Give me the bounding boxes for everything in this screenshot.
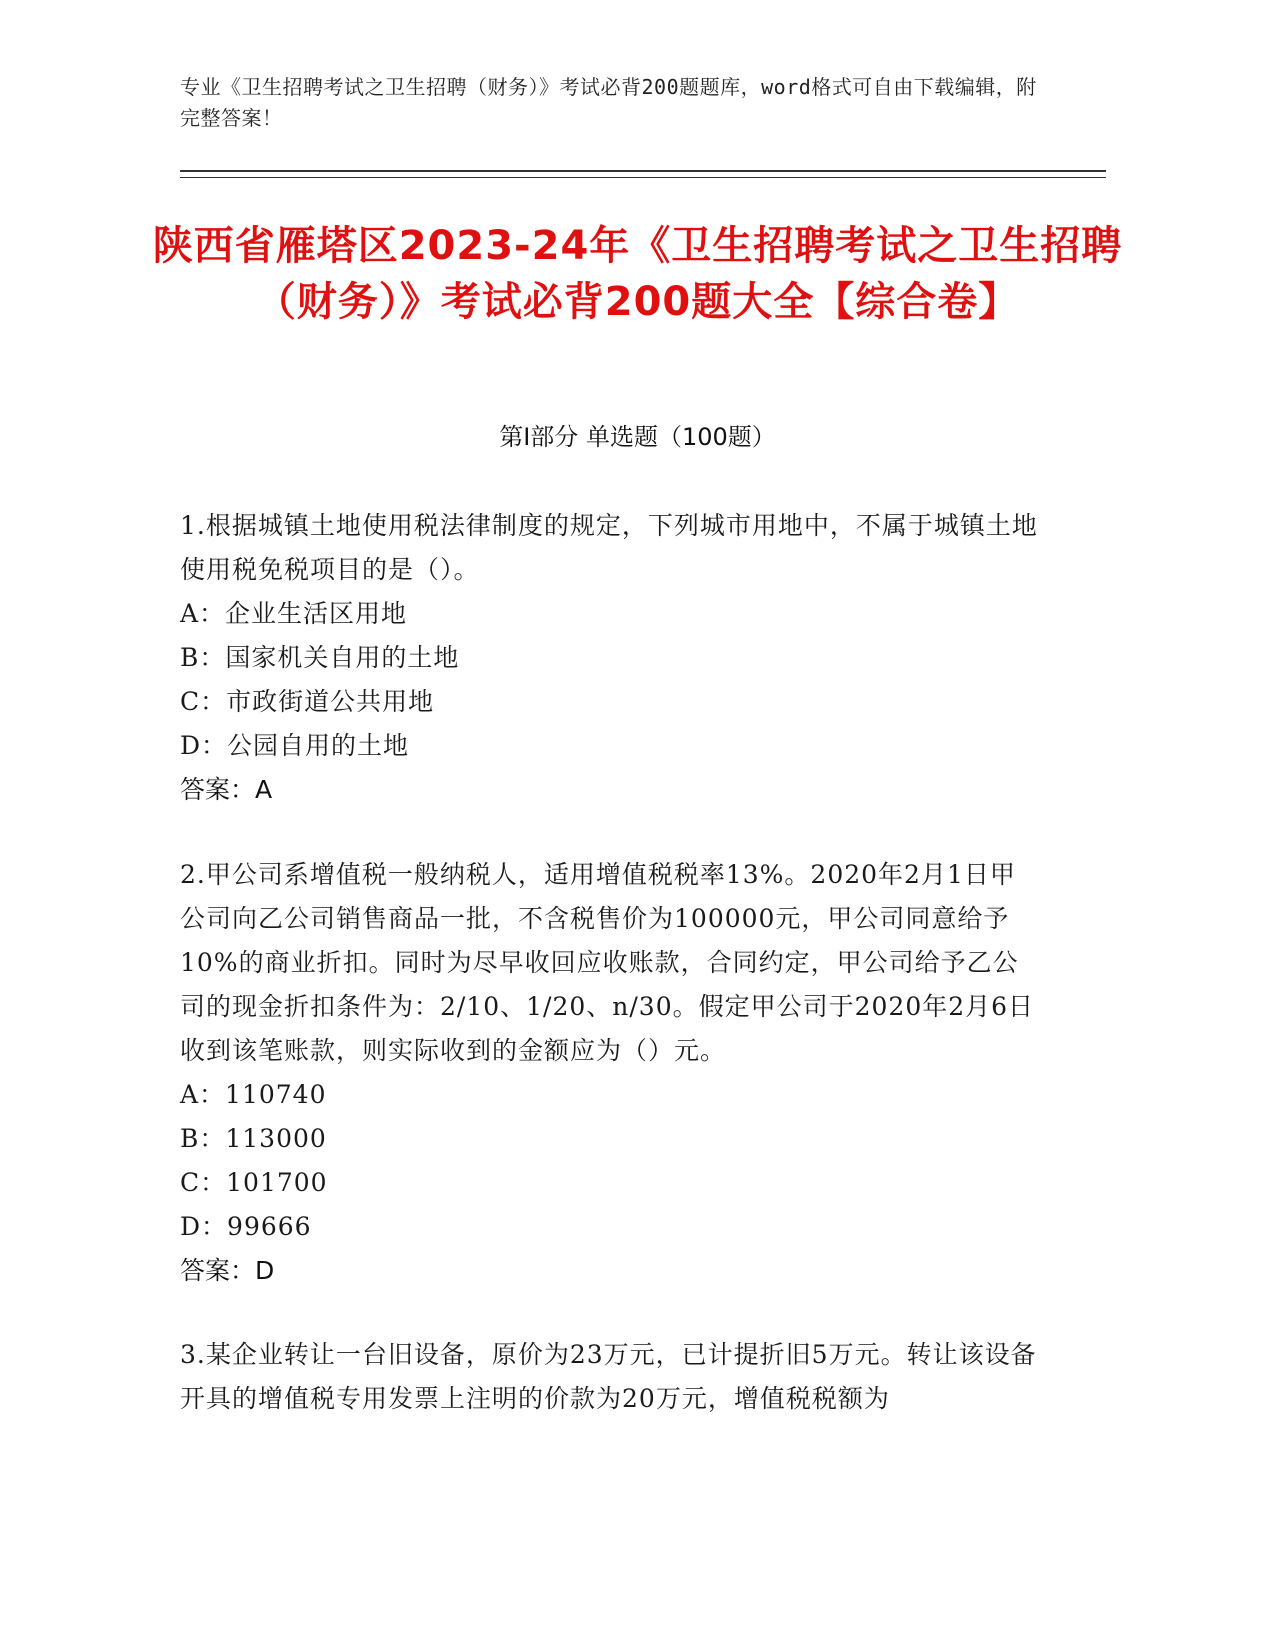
option-a: A：110740 (180, 1080, 327, 1109)
option-d: D：99666 (180, 1212, 312, 1241)
question-stem: 1.根据城镇土地使用税法律制度的规定，下列城市用地中，不属于城镇土地使用税免税项目的是（）。 (180, 511, 1038, 584)
option-b: B：国家机关自用的土地 (180, 643, 460, 672)
option-d: D：公园自用的土地 (180, 731, 410, 760)
option-c: C：市政街道公共用地 (180, 687, 435, 716)
answer: 答案：D (180, 1256, 275, 1285)
question-3 (180, 1333, 1040, 1421)
header-divider-thick (180, 170, 1106, 172)
question-1 (180, 504, 1040, 812)
document-title: 陕西省雁塔区2023-24年《卫生招聘考试之卫生招聘（财务）》考试必背200题大全【综合卷】 (152, 223, 1123, 325)
answer: 答案：A (180, 775, 273, 804)
header-divider-thin (180, 177, 1106, 178)
option-c: C：101700 (180, 1168, 328, 1197)
question-stem: 3.某企业转让一台旧设备，原价为23万元，已计提折旧5万元。转让该设备开具的增值税专用发票上注明的价款为20万元，增值税税额为 (180, 1340, 1037, 1413)
question-stem: 2.甲公司系增值税一般纳税人，适用增值税税率13%。2020年2月1日甲公司向乙公司销售商品一批，不含税售价为100000元，甲公司同意给予10%的商业折扣。同时为尽早收回应收账款，合同约定，甲公司给予乙公司的现金折扣条件为：2/10、1/20、n/30。假定甲公司于2020年2月6日收到该笔账款，则实际收到的金额应为（）元。 (180, 860, 1035, 1065)
option-a: A：企业生活区用地 (180, 599, 408, 628)
section-title: 第Ⅰ部分 单选题（100题） (499, 423, 776, 451)
header-note: 专业《卫生招聘考试之卫生招聘（财务）》考试必背200题题库，word格式可自由下载编辑，附完整答案！ (180, 75, 1037, 130)
question-2 (180, 853, 1040, 1293)
option-b: B：113000 (180, 1124, 327, 1153)
